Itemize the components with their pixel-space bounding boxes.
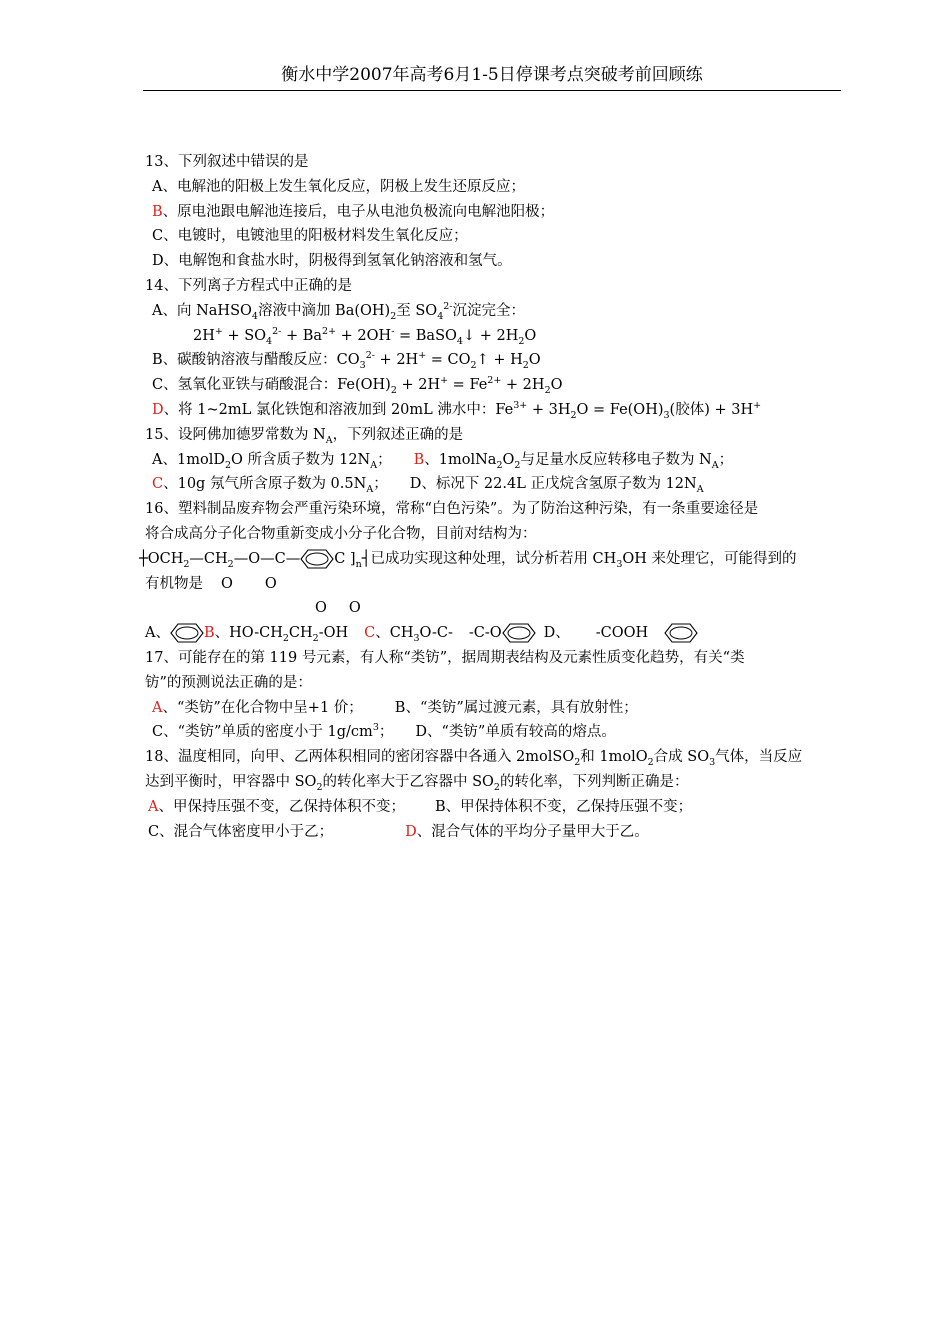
polymer-bracket-left: ┼ [139, 550, 148, 567]
text: 的转化率大于乙容器中 SO [322, 773, 494, 790]
subscript: 2 [493, 781, 500, 793]
text: = CO [426, 352, 471, 369]
option-label: A [152, 302, 163, 319]
q13-option-a [145, 175, 845, 200]
text: 和 1molO [580, 749, 648, 766]
text: 2H [193, 327, 215, 344]
q13-option-c [145, 224, 845, 249]
option-label: D [415, 724, 427, 741]
text: 溶液中滴加 Ba(OH) [257, 302, 391, 319]
q18-options-ab [145, 795, 845, 820]
subscript: 2 [496, 459, 503, 471]
text: -COOH [595, 625, 649, 642]
answer-label: B [152, 203, 163, 220]
text: (胶体) + 3H [669, 401, 754, 418]
text: ； [373, 476, 388, 493]
text: + 2H [396, 377, 441, 394]
subscript: 2 [390, 385, 397, 397]
text: 15、设阿佛加德罗常数为 N [145, 426, 326, 443]
text: OH 来处理它，可能得到的 [622, 550, 797, 567]
q14-option-c [145, 373, 845, 398]
option-text: 、电解池的阳极上发生氧化反应，阴极上发生还原反应； [162, 178, 525, 195]
subscript: 2 [316, 781, 323, 793]
text: O [502, 451, 515, 468]
q14-option-a-equation [145, 324, 845, 349]
option-label: D [409, 476, 422, 493]
text: O [550, 377, 563, 394]
carbonyl-o-mark: O [348, 600, 361, 617]
benzene-ring-icon [300, 549, 334, 569]
subscript: 3 [663, 409, 670, 421]
q14-option-b [145, 348, 845, 373]
answer-label: B [203, 625, 215, 642]
answer-label: C [152, 476, 164, 493]
option-text: 、电解饱和食盐水时，阴极得到氢氧化钠溶液和氢气。 [163, 253, 512, 270]
superscript: 2+ [487, 375, 502, 387]
q17-options-ab [145, 696, 845, 721]
text: ； [718, 451, 734, 468]
q16-polymer-formula [139, 547, 845, 572]
subscript: 2 [570, 409, 577, 421]
carbonyl-o-mark: O [315, 600, 327, 617]
text: 与足量水反应转移电子数为 N [520, 451, 712, 468]
q15-options-ab [145, 448, 845, 473]
q14-option-d [145, 398, 845, 423]
subscript: 2 [224, 459, 231, 471]
answer-label: C [364, 625, 376, 642]
subscript: A [696, 484, 704, 496]
q17-options-cd [145, 720, 845, 745]
q14-stem: 14、下列离子方程式中正确的是 [145, 277, 352, 294]
text: —O—C— [233, 550, 301, 567]
text: 、碳酸钠溶液与醋酸反应：CO [162, 352, 360, 369]
benzene-ring-icon [170, 623, 204, 643]
option-label: C [152, 228, 164, 245]
q17-stem-2: 钫”的预测说法正确的是： [145, 674, 312, 691]
text: ↓ + 2H [462, 327, 519, 344]
text: O [524, 327, 537, 344]
option-label: A [152, 451, 163, 468]
answer-label: D [152, 401, 164, 418]
text: 18、温度相同，向甲、乙两体积相同的密闭容器中各通入 2molSO [145, 749, 575, 766]
text: 已成功实现这种处理，试分析若用 CH [370, 550, 617, 567]
carbonyl-o-mark: O [264, 575, 277, 592]
q16-stem-1: 16、塑料制品废弃物会严重污染环境，常称“白色污染”。为了防治这种污染，有一条重要途径是 [145, 501, 759, 518]
text: ↑ + H [476, 352, 523, 369]
q13-option-b [145, 200, 845, 225]
text: 沉淀完全： [452, 302, 526, 319]
answer-label: D [405, 823, 417, 840]
text: O-C- [419, 625, 453, 642]
q18-stem-1 [145, 745, 845, 770]
superscript: 2- [443, 300, 453, 312]
text: 、标况下 22.4L 正戊烷含氢原子数为 12N [421, 476, 697, 493]
q16-options [145, 621, 845, 646]
subscript: 2 [514, 459, 521, 471]
option-label: C [152, 724, 164, 741]
subscript: 2 [390, 310, 397, 322]
benzene-ring-icon [502, 623, 536, 643]
text: 、“类钫”单质的密度小于 1g/cm [163, 724, 373, 741]
superscript: + [214, 325, 223, 337]
q18-options-cd [145, 820, 845, 845]
answer-label: A [148, 798, 159, 815]
superscript: 2+ [322, 325, 337, 337]
text: ； [378, 724, 394, 741]
text: + SO [222, 327, 267, 344]
text: -C-O [468, 625, 502, 642]
text: 、向 NaHSO [162, 302, 252, 319]
q16-stem-4 [145, 572, 845, 597]
page-header-title: 衡水中学2007年高考6月1-5日停课考点突破考前回顾练 [281, 65, 703, 85]
text: 、CH [375, 625, 414, 642]
option-text: 、电镀时，电镀池里的阳极材料发生氧化反应； [163, 228, 468, 245]
option-label: B [394, 699, 406, 716]
text: 合成 SO [653, 749, 710, 766]
q15-stem [145, 423, 845, 448]
superscript: 3+ [513, 400, 528, 412]
carbonyl-o-mark: O [221, 575, 233, 592]
text: = BaSO [394, 327, 457, 344]
q16-stem-2: 将合成高分子化合物重新变成小分子化合物，目前对结构为： [145, 525, 537, 542]
subscript: 2 [227, 558, 234, 570]
text: —CH [189, 550, 228, 567]
option-label: B [434, 798, 446, 815]
text: 、 [155, 625, 170, 642]
superscript: + [753, 400, 762, 412]
subscript: 2 [282, 633, 289, 645]
answer-label: A [152, 699, 163, 716]
text: + 2H [374, 352, 419, 369]
q15-options-cd [145, 472, 845, 497]
option-label: A [152, 178, 163, 195]
text: + 3H [527, 401, 571, 418]
q13-stem: 13、下列叙述中错误的是 [145, 154, 309, 170]
subscript: n [355, 558, 362, 570]
subscript: 2 [574, 757, 581, 769]
subscript: 2 [470, 360, 477, 372]
text: 至 SO [396, 302, 438, 319]
text: O [528, 352, 541, 369]
text: 的转化率，下列判断正确是： [499, 773, 689, 790]
text: = Fe [448, 377, 488, 394]
text: ] [349, 550, 356, 567]
text: 、“类钫”单质有较高的熔点。 [427, 724, 616, 741]
question-content [139, 150, 845, 844]
subscript: 4 [251, 310, 258, 322]
text: 、“类钫”在化合物中呈+1 价； [162, 699, 363, 716]
option-label: D [152, 253, 164, 270]
superscript: - [391, 325, 395, 337]
text: O = Fe(OH) [576, 401, 664, 418]
text: 、氢氧化亚铁与硝酸混合：Fe(OH) [163, 377, 391, 394]
subscript: 2 [544, 385, 551, 397]
subscript: 2 [522, 360, 529, 372]
subscript: A [325, 434, 333, 446]
option-label: D [543, 625, 556, 642]
text: OCH [147, 550, 184, 567]
answer-label: B [413, 451, 425, 468]
subscript: 2 [518, 335, 525, 347]
text: 、10g 氖气所含原子数为 0.5N [163, 476, 367, 493]
text: 气体，当反应 [715, 749, 803, 766]
superscript: + [418, 350, 427, 362]
text: 、将 1~2mL 氯化铁饱和溶液加到 20mL 沸水中：Fe [163, 401, 514, 418]
subscript: 2 [312, 633, 319, 645]
subscript: 4 [266, 335, 273, 347]
text: CH [288, 625, 313, 642]
text: 、混合气体的平均分子量甲大于乙。 [416, 823, 649, 840]
option-label: B [152, 352, 163, 369]
text: O 所含质子数为 12N [231, 451, 371, 468]
text: 、1molD [162, 451, 225, 468]
q17-stem-1: 17、可能存在的第 119 号元素，有人称“类钫”，据周期表结构及元素性质变化趋势，有关“类 [145, 649, 745, 666]
text: 、HO-CH [214, 625, 283, 642]
polymer-bracket-right: ┤ [361, 550, 371, 567]
text: -OH [318, 625, 349, 642]
subscript: 3 [359, 360, 366, 372]
text: + 2H [501, 377, 545, 394]
superscript: 2- [365, 350, 375, 362]
header-rule [143, 90, 841, 91]
subscript: 3 [709, 757, 716, 769]
text: 有机物是 [145, 575, 203, 592]
text: 、甲保持压强不变，乙保持体积不变； [158, 798, 405, 815]
text: 、 [555, 625, 570, 642]
text: ； [377, 451, 392, 468]
benzene-ring-icon [664, 623, 698, 643]
subscript: 3 [616, 558, 623, 570]
text: 、1molNa [424, 451, 497, 468]
q18-stem-2 [145, 770, 845, 795]
text: 、混合气体密度甲小于乙； [159, 823, 334, 840]
text: + Ba [281, 327, 323, 344]
superscript: + [440, 375, 449, 387]
subscript: 3 [413, 633, 420, 645]
subscript: A [366, 484, 374, 496]
subscript: 2 [183, 558, 190, 570]
text: 、“类钫”属过渡元素，具有放射性； [405, 699, 638, 716]
option-label: C [148, 823, 160, 840]
subscript: 2 [647, 757, 654, 769]
superscript: 3 [372, 722, 379, 734]
text: + 2OH [336, 327, 392, 344]
q16-carbonyl-marks [145, 596, 845, 621]
text: ，下列叙述正确的是 [332, 426, 464, 443]
subscript: 4 [437, 310, 444, 322]
subscript: A [711, 459, 719, 471]
text: C [334, 550, 346, 567]
subscript: A [370, 459, 378, 471]
option-label: C [152, 377, 164, 394]
text: 达到平衡时，甲容器中 SO [145, 773, 317, 790]
option-text: 、原电池跟电解池连接后，电子从电池负极流向电解池阳极； [162, 203, 555, 220]
subscript: 4 [456, 335, 463, 347]
q14-option-a [145, 299, 845, 324]
text: 、甲保持体积不变，乙保持压强不变； [445, 798, 693, 815]
superscript: 2- [272, 325, 282, 337]
q13-option-d [145, 249, 845, 274]
option-label: A [145, 625, 156, 642]
